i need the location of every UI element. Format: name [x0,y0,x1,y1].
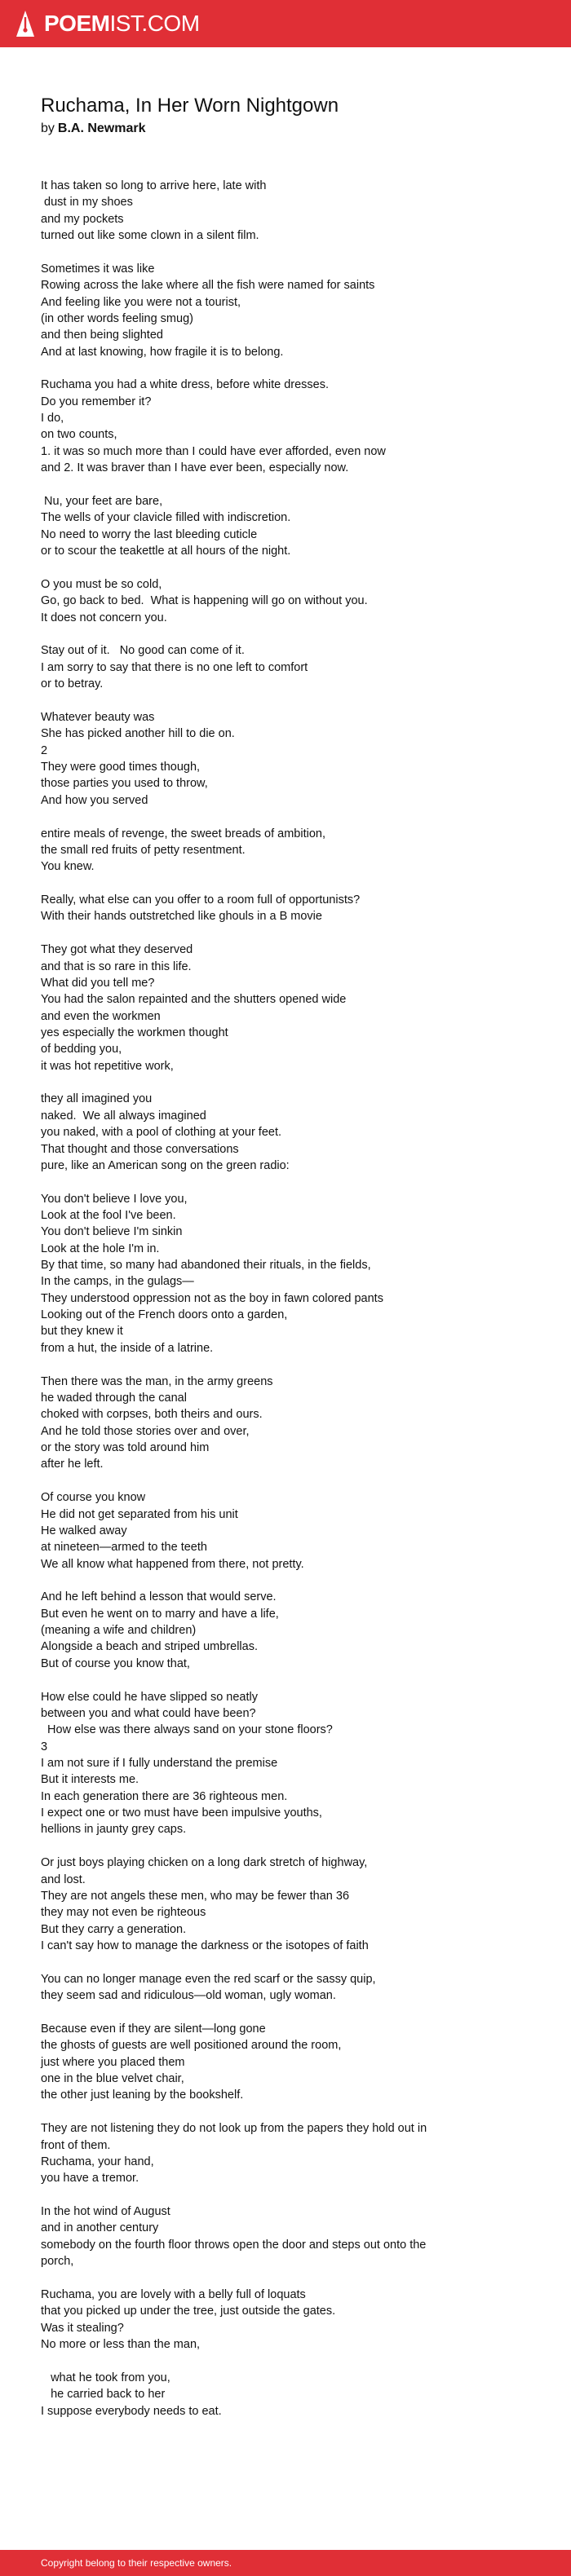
poem-line: You had the salon repainted and the shutters opened wide [41,993,347,1007]
poem-line: They are not angels these men, who may be fewer than 36 [41,1889,350,1903]
poem-line: It has taken so long to arrive here, late with [41,179,267,192]
stanza [41,2203,538,2269]
poem-line: it was hot repetitive work, [41,1059,174,1073]
poem-line: I expect one or two must have been impulsive youths, [41,1806,322,1820]
byline [41,121,146,137]
stanza [41,826,538,876]
by-label: by [41,121,55,135]
poem-line: they seem sad and ridiculous—old woman, ugly woman. [41,1989,336,2003]
logo-wordmark [44,10,200,37]
stanza [41,261,538,360]
poem-line: I can't say how to manage the darkness or the isotopes of faith [41,1939,369,1952]
poem-line: you have a tremor. [41,2172,139,2186]
pen-nib-icon [15,10,36,37]
poem-line: Or just boys playing chicken on a long dark stretch of highway, [41,1856,368,1870]
poem-line: You don't believe I love you, [41,1192,188,1206]
poem-line: turned out like some clown in a silent film. [41,229,259,243]
poem-line: and then being slighted [41,329,163,342]
stanza [41,1855,538,1954]
poem-line: Looking out of the French doors onto a garden, [41,1308,288,1322]
poem-line: Ruchama, you are lovely with a belly full of loquats [41,2287,306,2301]
poem-line: Because even if they are silent—long gone [41,2022,266,2036]
poem-line: (meaning a wife and children) [41,1624,197,1638]
poem-line: By that time, so many had abandoned their rituals, in the fields, [41,1259,371,1273]
stanza [41,2370,538,2419]
site-logo[interactable] [15,10,200,37]
poem-line: With their hands outstretched like ghouls in a B movie [41,910,322,924]
stanza [41,1971,538,2005]
poem-line: and my pockets [41,212,124,226]
poem-line: Look at the hole I'm in. [41,1242,160,1255]
poem-line: and lost. [41,1872,86,1886]
poem-line: choked with corpses, both theirs and ours. [41,1408,263,1422]
poem-line: In the camps, in the gulags— [41,1275,194,1289]
poem-line: That thought and those conversations [41,1142,239,1156]
poem-line: pure, like an American song on the green radio: [41,1158,290,1172]
stanza [41,377,538,476]
poem-line: We all know what happened from there, not pretty. [41,1557,304,1571]
poem-line: the ghosts of guests are well positioned around the room, [41,2039,342,2053]
poem-line: Then there was the man, in the army greens [41,1374,273,1388]
poem-line: Was it stealing? [41,2321,124,2335]
copyright-notice: Copyright belong to their respective owners. [41,2557,232,2569]
poem-line: they may not even be righteous [41,1906,206,1920]
poem-line: 1. it was so much more than I could have ever afforded, even now [41,444,386,458]
stanza [41,1689,538,1838]
poem-line: Ruchama you had a white dress, before white dresses. [41,378,330,392]
stanza [41,178,538,244]
stanza [41,1091,538,1174]
poem-line: and 2. It was braver than I have ever been, especially now. [41,461,349,475]
poem-line: but they knew it [41,1325,123,1339]
poem-line: I suppose everybody needs to eat. [41,2404,222,2418]
poem-line: He did not get separated from his unit [41,1507,238,1521]
poem-line: In each generation there are 36 righteous men. [41,1789,288,1803]
stanza [41,2021,538,2104]
poem-line: somebody on the fourth floor throws open the door and steps out onto the [41,2238,427,2252]
poem-line: of bedding you, [41,1043,122,1056]
poem-line: O you must be so cold, [41,577,162,591]
poem-line: Rowing across the lake where all the fish were named for saints [41,279,375,293]
poem-line: dust in my shoes [41,196,133,210]
poem-line: front of them. [41,2138,111,2152]
stanza [41,709,538,809]
poem-line: You knew. [41,860,95,874]
poem-line: between you and what could have been? [41,1706,256,1720]
poem-line: I do, [41,412,64,426]
poem-line: just where you placed them [41,2055,185,2069]
poem-line: Of course you know [41,1491,146,1505]
poem-line: They got what they deserved [41,943,193,957]
poem-line: they all imagined you [41,1092,153,1106]
poem-line: How else could he have slipped so neatly [41,1690,258,1704]
poem-line: that you picked up under the tree, just outside the gates. [41,2305,336,2318]
poem-line: naked. We all always imagined [41,1109,206,1123]
stanza [41,942,538,1074]
poem-line: Go, go back to bed. What is happening will go on without you. [41,594,368,608]
poem-line: They are not listening they do not look up from the papers they hold out in [41,2122,427,2136]
poem-line: She has picked another hill to die on. [41,727,235,741]
poem-line: No need to worry the last bleeding cuticle [41,527,258,541]
poem-line: The wells of your clavicle filled with indiscretion. [41,511,291,525]
poem-line: or to betray. [41,677,104,691]
poem-line: Stay out of it. No good can come of it. [41,644,245,658]
poem-line: he carried back to her [41,2388,166,2402]
poem-line: 3 [41,1740,48,1753]
poem-line: or the story was told around him [41,1441,210,1454]
logo-wordmark-bold: POEM [44,11,110,36]
poem-line: he waded through the canal [41,1391,187,1405]
poem-line: what he took from you, [41,2371,170,2384]
poem-line: Look at the fool I've been. [41,1209,176,1223]
poem-line: They understood oppression not as the boy in fawn colored pants [41,1291,383,1305]
poem-line: But they carry a generation. [41,1922,187,1936]
poem-line: I am sorry to say that there is no one left to comfort [41,660,308,674]
stanza [41,576,538,626]
stanza [41,892,538,925]
poem-line: those parties you used to throw, [41,777,208,791]
poem-line: You can no longer manage even the red scarf or the sassy quip, [41,1972,376,1986]
author-link[interactable]: B.A. Newmark [57,121,146,135]
stanza [41,1489,538,1573]
poem-line: 2 [41,743,48,757]
poem-line: (in other words feeling smug) [41,311,193,325]
poem-line: And he left behind a lesson that would serve. [41,1590,277,1604]
poem-line: Sometimes it was like [41,262,155,276]
poem-line: one in the blue velvet chair, [41,2072,184,2085]
poem-line: you naked, with a pool of clothing at your feet. [41,1126,282,1140]
poem-body [41,178,538,2436]
poem-line: And at last knowing, how fragile it is to belong. [41,345,284,359]
poem-line: He walked away [41,1524,127,1537]
stanza [41,2287,538,2353]
poem-line: Do you remember it? [41,395,152,408]
poem-line: It does not concern you. [41,611,167,624]
poem-line: What did you tell me? [41,976,155,990]
poem-line: and in another century [41,2221,159,2235]
poem-line: I am not sure if I fully understand the premise [41,1757,278,1770]
stanza [41,1191,538,1356]
poem-line: the other just leaning by the bookshelf. [41,2089,244,2102]
stanza [41,493,538,559]
poem-line: Alongside a beach and striped umbrellas. [41,1640,258,1654]
poem-line: But it interests me. [41,1773,139,1787]
poem-line: No more or less than the man, [41,2337,201,2351]
poem-line: And how you served [41,793,148,807]
poem-line: And he told those stories over and over, [41,1424,250,1438]
poem-line: Ruchama, your hand, [41,2155,154,2168]
poem-line: You don't believe I'm sinkin [41,1225,183,1239]
site-header [0,0,571,47]
poem-line: and even the workmen [41,1009,161,1023]
poem-line: They were good times though, [41,760,201,774]
poem-line: hellions in jaunty grey caps. [41,1823,187,1837]
poem-line: the small red fruits of petty resentment. [41,843,246,857]
poem-line: And feeling like you were not a tourist, [41,295,241,309]
stanza [41,1374,538,1473]
logo-wordmark-light: IST.COM [109,11,200,36]
poem-line: or to scour the teakettle at all hours of the night. [41,545,291,558]
poem-line: at nineteen—armed to the teeth [41,1541,207,1555]
poem-line: How else was there always sand on your stone floors? [41,1723,333,1737]
poem-line: after he left. [41,1458,104,1471]
poem-line: on two counts, [41,428,117,442]
stanza [41,2120,538,2186]
poem-line: Nu, your feet are bare, [41,495,163,508]
poem-line: But even he went on to marry and have a life, [41,1607,279,1621]
poem-line: In the hot wind of August [41,2205,170,2219]
poem-line: But of course you know that, [41,1656,190,1670]
poem-line: porch, [41,2255,74,2269]
poem-title: Ruchama, In Her Worn Nightgown [41,95,339,117]
stanza [41,642,538,692]
stanza [41,1589,538,1672]
poem-line: Really, what else can you offer to a room full of opportunists? [41,893,361,907]
site-footer [0,2550,571,2576]
poem-line: yes especially the workmen thought [41,1026,228,1039]
poem-line: entire meals of revenge, the sweet breads of ambition, [41,827,325,840]
poem-line: Whatever beauty was [41,710,155,724]
poem-line: and that is so rare in this life. [41,959,192,973]
poem-line: from a hut, the inside of a latrine. [41,1341,214,1355]
